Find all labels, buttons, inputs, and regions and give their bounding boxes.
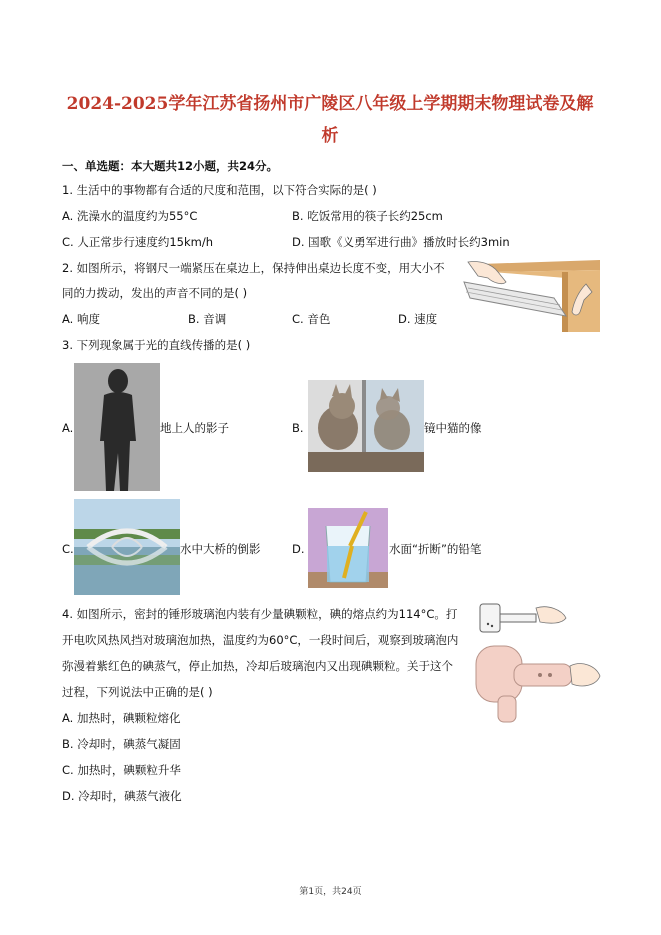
document-title [40,88,620,152]
q3-option-c-letter: C. [62,542,74,556]
page-footer: 第1页，共24页 [299,887,362,897]
q2-stem-line2: 同的力拨动，发出的声音不同的是( ) [62,286,248,300]
q3-option-d-letter: D. [292,542,305,556]
q4-stem-line3: 弥漫着紫红色的碘蒸气，停止加热，冷却后玻璃泡内又出现碘颗粒。关于这个 [62,659,453,673]
q3-option-a-letter: A. [62,421,74,435]
hairdryer-iodine-image [470,602,602,726]
q1-option-b: B. 吃饭常用的筷子长约25cm [292,209,443,223]
q4-stem-line4: 过程，下列说法中正确的是( ) [62,685,213,699]
q3-option-b-letter: B. [292,421,304,435]
q4-stem-line2: 开电吹风热风挡对玻璃泡加热，温度约为60°C，一段时间后，观察到玻璃泡内 [62,633,459,647]
q4-option-d: D. 冷却时，碘蒸气液化 [62,789,182,803]
shadow-image [74,363,160,491]
pencil-in-water-image [308,508,388,588]
q2-option-d: D. 速度 [398,312,438,326]
q1-option-d: D. 国歌《义勇军进行曲》播放时长约3min [292,235,510,249]
q3-option-d-text: 水面“折断”的铅笔 [389,542,482,556]
q3-stem: 3. 下列现象属于光的直线传播的是( ) [62,338,251,352]
title-line-1: 2024-2025学年江苏省扬州市广陵区八年级上学期期末物理试卷及解 [66,94,594,114]
cat-mirror-image [308,380,424,472]
q2-stem-line1: 2. 如图所示，将钢尺一端紧压在桌边上，保持伸出桌边长度不变，用大小不 [62,261,445,275]
q3-option-c-text: 水中大桥的倒影 [180,542,261,556]
bridge-reflection-image [74,499,180,595]
q2-option-c: C. 音色 [292,312,331,326]
q2-option-b: B. 音调 [188,312,227,326]
q3-option-b-text: 镜中猫的像 [424,421,482,435]
q4-option-c: C. 加热时，碘颗粒升华 [62,763,181,777]
q3-option-a-text: 地上人的影子 [160,421,229,435]
q4-option-b: B. 冷却时，碘蒸气凝固 [62,737,181,751]
q2-option-a: A. 响度 [62,312,100,326]
q1-option-c: C. 人正常步行速度约15km/h [62,235,213,249]
ruler-on-desk-image [462,258,600,332]
q1-option-a: A. 洗澡水的温度约为55°C [62,209,198,223]
q1-stem: 1. 生活中的事物都有合适的尺度和范围，以下符合实际的是( ) [62,183,377,197]
title-line-2: 析 [321,126,339,146]
section-heading: 一、单选题：本大题共12小题，共24分。 [62,159,279,173]
q4-stem-line1: 4. 如图所示，密封的锤形玻璃泡内装有少量碘颗粒，碘的熔点约为114°C。打 [62,607,458,621]
q4-option-a: A. 加热时，碘颗粒熔化 [62,711,181,725]
